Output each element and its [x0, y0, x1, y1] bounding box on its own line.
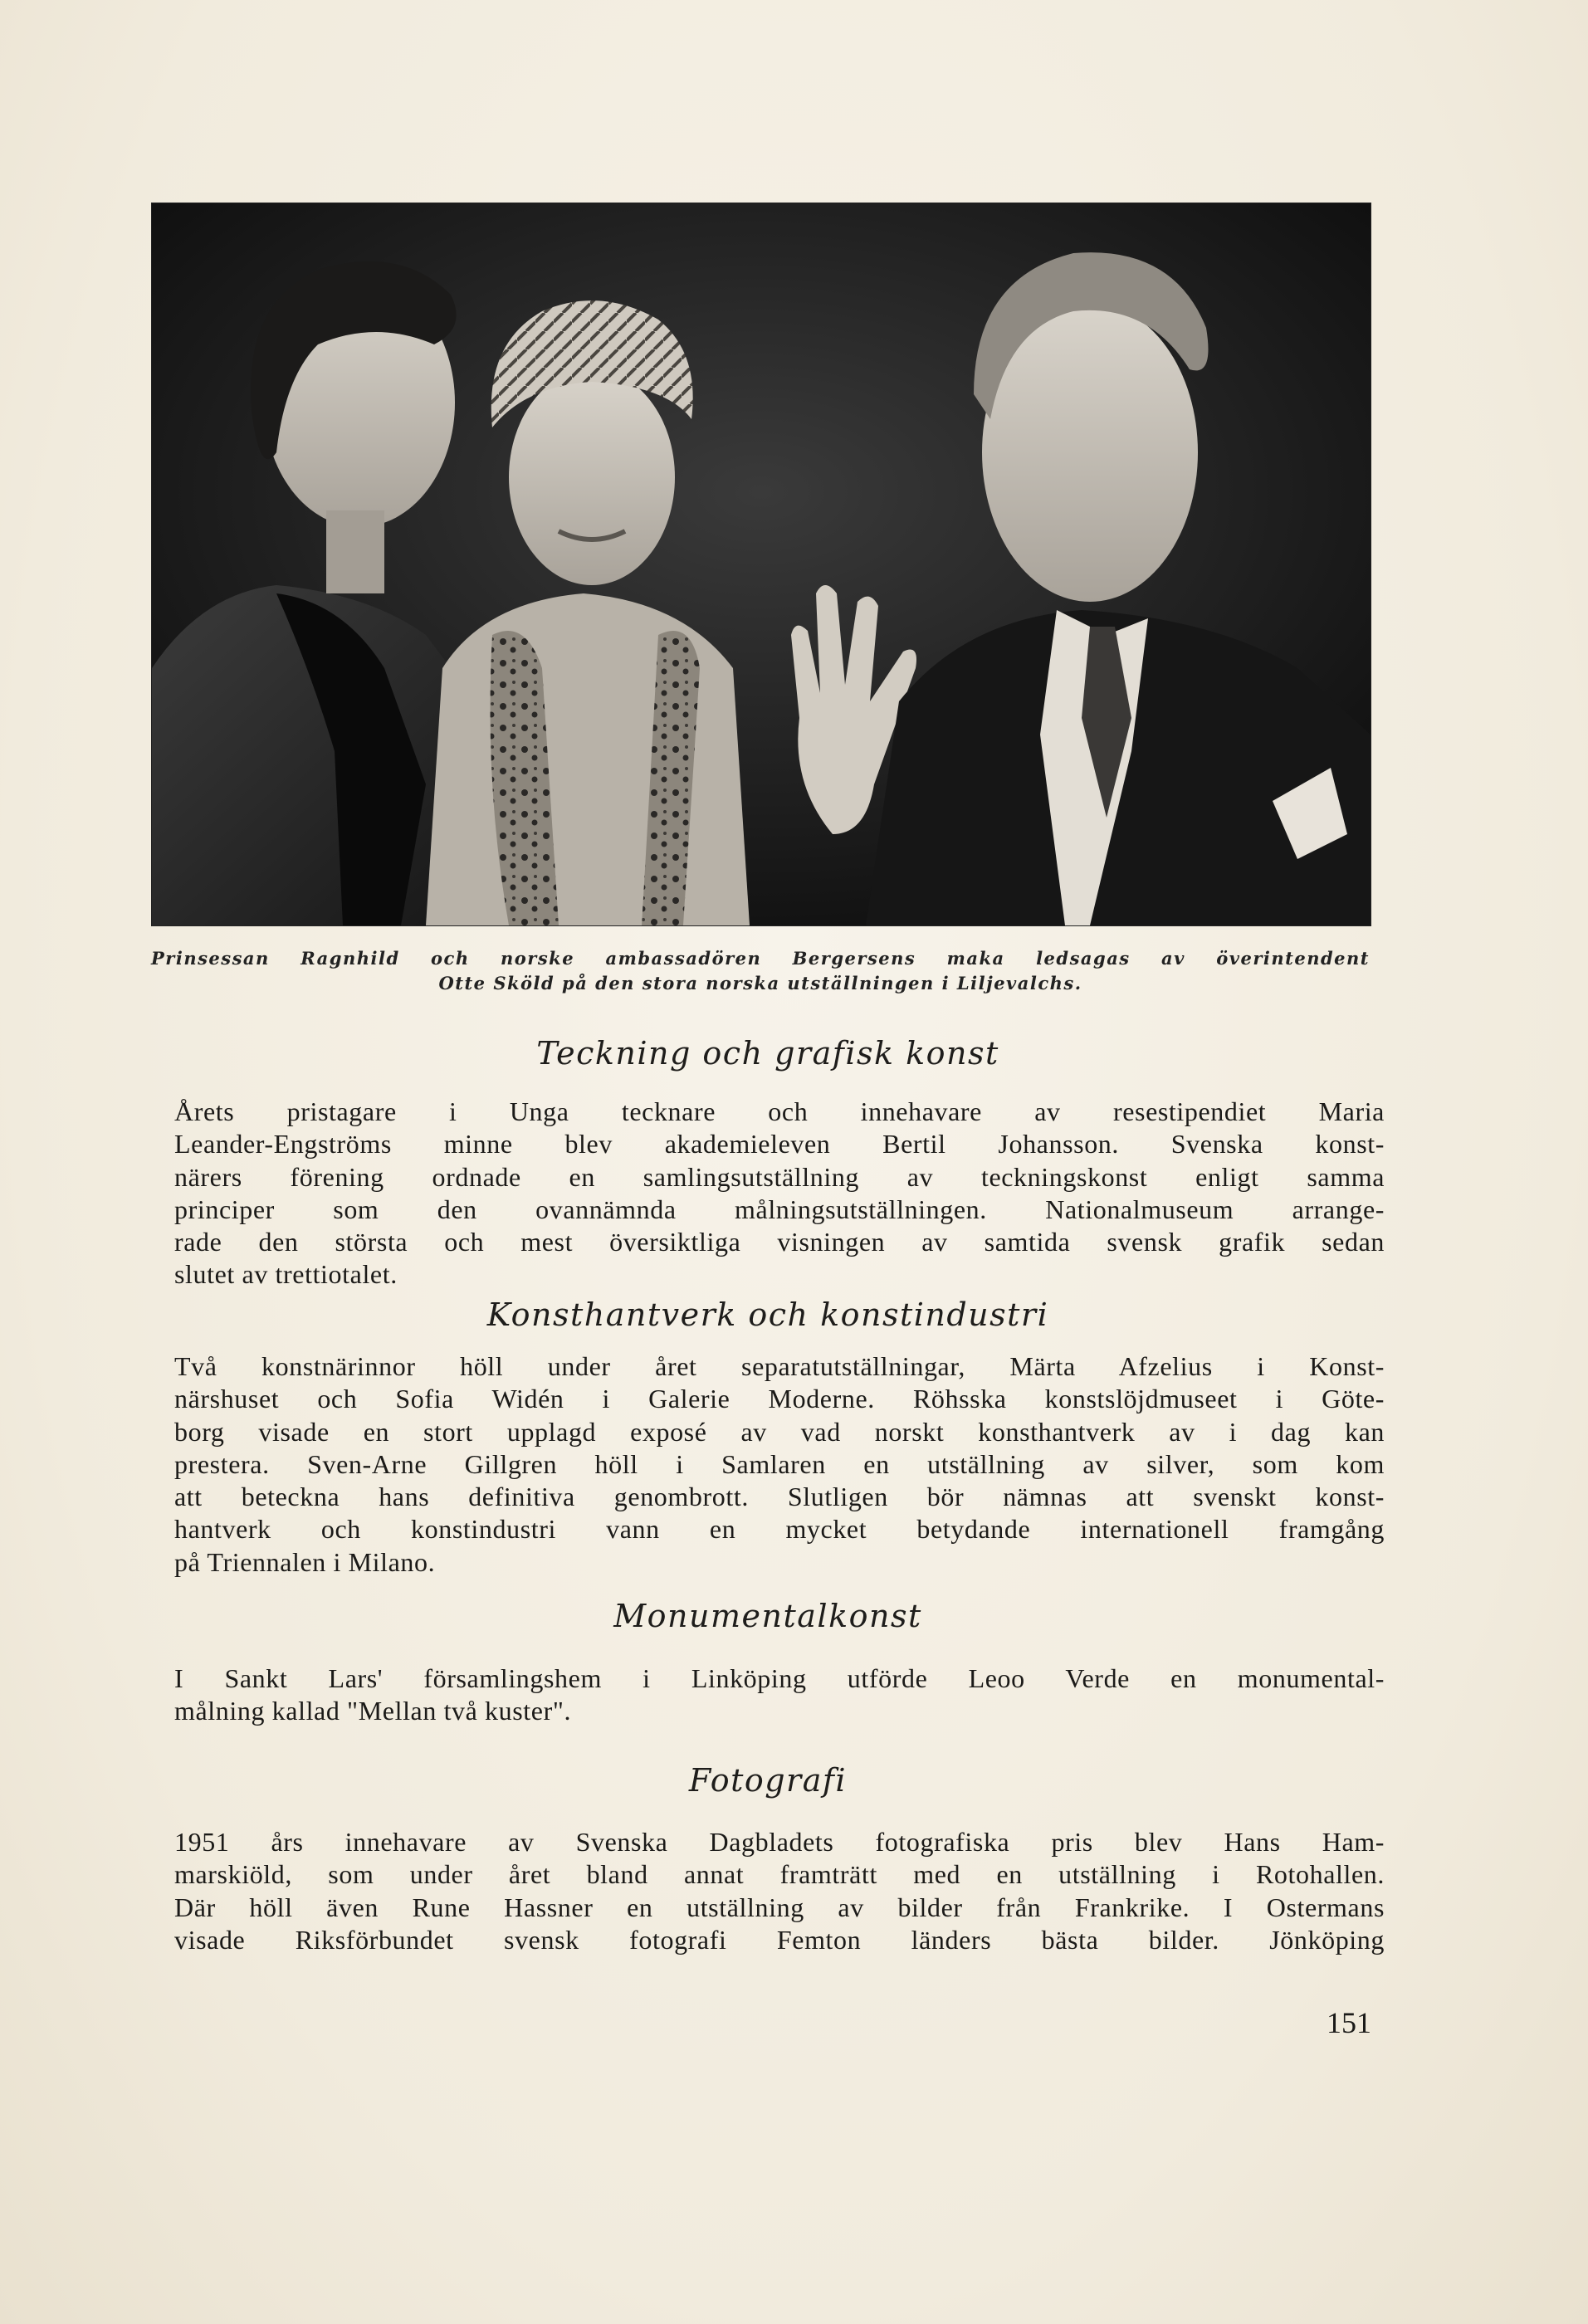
paragraph-line: slutet av trettiotalet.: [174, 1259, 398, 1290]
photograph: [151, 203, 1371, 926]
section-heading: Konsthantverk och konstindustri: [486, 1296, 1049, 1333]
caption-line: Otte Sköld på den stora norska utställningen i Liljevalchs.: [438, 973, 1082, 994]
paragraph-line: målning kallad "Mellan två kuster".: [174, 1696, 572, 1726]
paragraph-line: I Sankt Lars' församlingshem i Linköping utförde Leoo Verde en monumental-: [174, 1663, 1385, 1693]
section-heading: Monumentalkonst: [613, 1598, 922, 1634]
paragraph-line: Två konstnärinnor höll under året separatutställningar, Märta Afzelius i Konst-: [174, 1351, 1385, 1381]
caption-line: Prinsessan Ragnhild och norske ambassadören Bergersens maka ledsagas av överintendent: [151, 948, 1370, 969]
paragraph-line: 1951 års innehavare av Svenska Dagbladets fotografiska pris blev Hans Ham-: [174, 1827, 1385, 1857]
section-paragraph: [174, 1096, 1385, 1291]
paragraph-line: närshuset och Sofia Widén i Galerie Moderne. Röhsska konstslöjdmuseet i Göte-: [174, 1384, 1385, 1414]
photo-caption: [151, 946, 1370, 996]
paragraph-line: hantverk och konstindustri vann en mycket betydande internationell framgång: [174, 1514, 1385, 1545]
section-heading: Fotografi: [688, 1762, 848, 1799]
paragraph-line: närers förening ordnade en samlingsutställning av teckningskonst enligt samma: [174, 1161, 1385, 1192]
paragraph-line: Leander-Engströms minne blev akademieleven Bertil Johansson. Svenska konst-: [174, 1129, 1385, 1160]
section-paragraph: [174, 1350, 1385, 1579]
paragraph-line: prestera. Sven-Arne Gillgren höll i Samlaren en utställning av silver, som kom: [174, 1448, 1385, 1479]
photograph-image: [152, 203, 1371, 925]
section-paragraph: [174, 1826, 1385, 1956]
page-number: 151: [1327, 2006, 1371, 2039]
paragraph-line: Där höll även Rune Hassner en utställning av bilder från Frankrike. I Ostermans: [174, 1892, 1385, 1922]
paragraph-line: att beteckna hans definitiva genombrott. Slutligen bör nämnas att svenskt konst-: [174, 1482, 1385, 1512]
paragraph-line: Årets pristagare i Unga tecknare och innehavare av resestipendiet Maria: [174, 1096, 1385, 1126]
section-paragraph: [174, 1662, 1385, 1728]
paragraph-line: rade den största och mest översiktliga visningen av samtida svensk grafik sedan: [174, 1227, 1385, 1257]
paragraph-line: visade Riksförbundet svensk fotografi Femton länders bästa bilder. Jönköping: [174, 1924, 1385, 1955]
section-heading: Teckning och grafisk konst: [536, 1035, 999, 1072]
paragraph-line: borg visade en stort upplagd exposé av vad norskt konsthantverk av i dag kan: [174, 1416, 1385, 1447]
paragraph-line: marskiöld, som under året bland annat framträtt med en utställning i Rotohallen.: [174, 1859, 1385, 1890]
paragraph-line: principer som den ovannämnda målningsutställningen. Nationalmuseum arrange-: [174, 1194, 1385, 1224]
paragraph-line: på Triennalen i Milano.: [174, 1546, 436, 1577]
